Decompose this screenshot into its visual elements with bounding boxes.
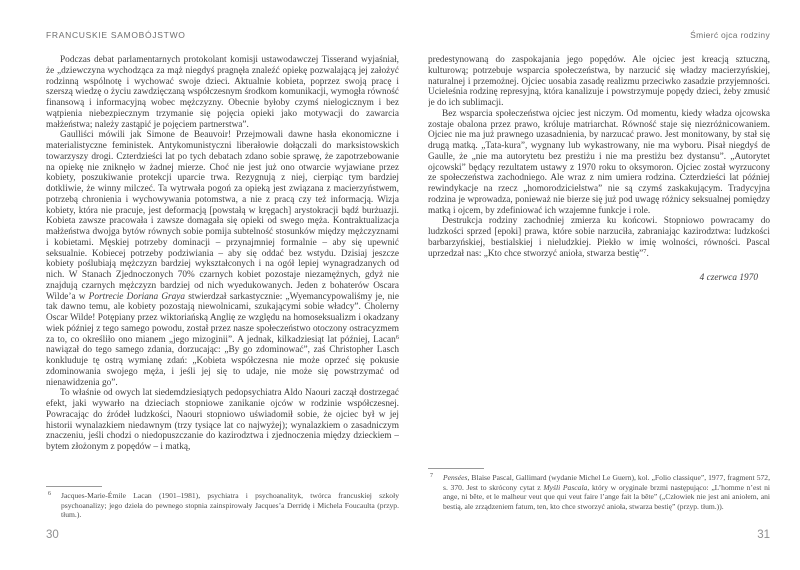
right-page-body — [428, 55, 770, 259]
footnote-marker: 7 — [430, 473, 433, 479]
text-run: Podczas debat parlamentarnych protokolant komisji ustawodawczej Tisserand wyjaśniał, że „dziewczyna wychodząca za mąż niegdyś pragnęła znaleźć opiekę pozwalającą jej założyć rodzinną wspólnotę i wychować swoje dzieci. Aktualnie kobieta, poprzez swoją pracę i szerszą wiedzę o życiu zawdzięczaną współczesnym środkom komunikacji, wymogła równość finansową i informacyjną wobec mężczyzny. Obecnie byłoby czymś nielogicznym i bez wątpienia niebezpiecznym trzymanie się pojęcia opieki jako motywacji do zawarcia małżeństwa; należy zastąpić je pojęciem partnerstwa”. — [46, 55, 399, 130]
text-run: , Blaise Pascal, Gallimard (wydanie Michel Le Guern), kol. „Folio classique”, 1977, fragment 572, s. 370. Jest to skrócony cytat z — [443, 473, 770, 492]
body-paragraph — [46, 130, 399, 388]
body-paragraph — [428, 109, 770, 217]
text-run: To właśnie od owych lat siedemdziesiątych pedopsychiatra Aldo Naouri zaczął dostrzegać efekt, jaki wywarło na dzieciach stopniowe zanikanie ojców w rodzinie współczesnej. Powracając do źródeł ludzkości, Naouri stopniowo uświadomił sobie, że ojciec był w jej historii wynalazkiem niedawnym (trzy tysiące lat co najwyżej); wynalazkiem o zasadniczym znaczeniu, jeśli chodzi o niedopuszczanie do kazirodztwa i zjednoczenia między dzieckiem – bytem złożonym z popędów – i matką, — [46, 388, 399, 452]
text-run: 6 — [395, 333, 399, 341]
text-run: stwierdzał sarkastycznie: „Wyemancypowaliśmy je, nie tak dawno temu, ale kobiety pozostają niewolnicami, szukającymi sobie władcy”. Cholerny Oscar Wilde! Potępiany przez wiktoriańską Anglię ze względu na homoseksualizm i okadzany wiek później z tego samego powodu, został przez nasze społeczeństwo otoczony ostracyzmem za to, co określiło ono mianem „jego mizoginii”. A jednak, kilkadziesiąt lat później, Lacan — [46, 291, 399, 345]
text-run: Jacques-Marie-Émile Lacan (1901–1981), psychiatra i psychoanalityk, twórca francuskiej szkoły psychoanalizy; jego dzieła do pewnego stopnia zainspirowały Jacques’a Derridę i Michela Foucaulta (przyp. tłum.). — [61, 491, 399, 519]
footnote-rule — [428, 468, 484, 469]
body-paragraph — [428, 55, 770, 109]
running-header-right: Śmierć ojca rodziny — [690, 30, 770, 40]
footnote-body — [61, 491, 399, 519]
right-page — [428, 30, 770, 550]
page-number-left: 30 — [46, 529, 59, 541]
text-run: Gaulliści mówili jak Simone de Beauvoir! Przejmowali dawne hasła ekonomiczne i materialistyczne feministek. Antykomunistyczni liberałowie dołączali do marksistowskich towarzyszy drogi. Czterdzieści lat po tych debatach zdano sobie sprawę, że zapotrzebowanie na opiekę nie zniknęło w żadnej mierze. Choć nie jest już ono otwarcie wyjawiane przez kobiety, poszukiwanie protekcji uparcie trwa. Rezygnują z niej, cierpiąc tym bardziej dotkliwie, że winny milczeć. Ta wytrwała pogoń za opieką jest związana z macierzyństwem, potrzebą chronienia i wychowywania potomstwa, a nie z pracą czy też informacją. Wizja kobiety, która nie pracuje, jest deformacją [powstałą w kręgach] arystokracji bądź burżuazji. Kobieta zawsze pracowała i zawsze domagała się opieki od swego męża. Kontraktualizacja małżeństwa dwojga bytów równych sobie pomija subtelność stosunków między mężczyznami i kobietami. Męskiej potrzeby dominacji – przynajmniej formalnie – aby się upewnić seksualnie. Kobiecej potrzeby podziwiania – aby się oddać bez wstydu. Dzisiaj jeszcze kobiety poślubiają mężczyzn bardziej wykształconych i na ogół lepiej wynagradzanych od nich. W Stanach Zjednoczonych 70% czarnych kobiet pozostaje niezamężnych, gdyż nie znajdują czarnych mężczyzn bardziej od nich wyedukowanych. Jeden z bohaterów Oscara Wilde’a w — [46, 130, 399, 302]
text-run: Pensées — [443, 473, 468, 482]
left-page — [46, 30, 399, 550]
footnote-text — [428, 473, 770, 511]
text-run: Bez wsparcia społeczeństwa ojciec jest niczym. Od momentu, kiedy władza ojcowska zostaje obalona przez prawo, króluje matriarchat. Równość staje się niezróżnicowaniem. Ojciec nie ma już prawnego uzasadnienia, by narzucać prawo. Jest monitowany, by stał się drugą matką. „Tata-kura”, wygnany lub wykastrowany, nie ma wyboru. Pisał niegdyś de Gaulle, że „nie ma autorytetu bez prestiżu i nie ma prestiżu bez dystansu”. „Autorytet ojcowski” będący rezultatem ustawy z 1970 roku to oksymoron. Ojciec został wyrzucony ze społeczeństwa zachodniego. Ale wraz z nim umiera rodzina. Czterdzieści lat później rewindykacje na rzecz „homorodzicielstwa” nie są czymś zaskakującym. Tradycyjna rodzina je wprowadza, ponieważ nie bierze się już pod uwagę różnicy seksualnej pomiędzy matką i ojcem, by zdefiniować ich wzajemne funkcje i role. — [428, 108, 770, 216]
text-run: predestynowaną do zaspokajania jego popędów. Ale ojciec jest kreacją sztuczną, kulturową; potrzebuje wsparcia społeczeństwa, by narzucić się władzy macierzyńskiej, naturalnej i przemożnej. Ojciec uosabia zasadę realizmu przeciwko zasadzie przyjemności. Ucieleśnia rodzinę represyjną, która kanalizuje i powstrzymuje popędy dzieci, żeby zmusić je do ich sublimacji. — [428, 55, 770, 108]
footnote-rule — [46, 486, 102, 487]
text-run: nawiązał do tego samego zdania, dorzucając: „By go zdominować”, zaś Christopher Lasch konkluduje tę ostrą wymianę zdań: „Kobieta współczesna nie może oprzeć się pokusie zdominowania swojego męża, i jeśli jej się to udaje, nie może się powstrzymać od nienawidzenia go”. — [46, 345, 399, 388]
date-line: 4 czerwca 1970 — [699, 273, 758, 284]
right-page-footnote — [428, 468, 770, 511]
text-run: . — [646, 248, 649, 259]
footnote-marker: 6 — [48, 491, 51, 497]
text-run: 7 — [643, 247, 647, 255]
footnote-body — [443, 473, 770, 511]
body-paragraph — [46, 55, 399, 130]
text-run: Destrukcja rodziny zachodniej zmierza ku końcowi. Stopniowo powracamy do ludzkości sprzed [epoki] prawa, które sobie narzuciła, zabraniając kazirodztwa: ludzkości barbarzyńskiej, bestialskiej i nieludzkiej. Piekło w imię wolności, równości. Pascal uprzedzał nas: „Kto chce stworzyć anioła, stwarza bestię” — [428, 216, 770, 259]
text-run: Myśli Pascala — [543, 482, 588, 492]
footnote-text — [46, 491, 399, 520]
page-number-right: 31 — [757, 529, 770, 541]
body-paragraph — [46, 388, 399, 453]
body-paragraph — [428, 216, 770, 259]
left-page-body — [46, 55, 399, 453]
left-page-footnote — [46, 486, 399, 520]
running-header-left: FRANCUSKIE SAMOBÓJSTWO — [46, 30, 186, 40]
text-run: , który w oryginale brzmi następująco: „L’homme n’est ni ange, ni bête, et le malheur veut que qui veut faire l’ange fait la bête” („Człowiek nie jest ani aniołem, ani bestią, ale zrządzeniem fatum, ten, kto chce stworzyć anioła, stwarza bestię” (przyp. tłum.)). — [443, 482, 771, 511]
text-run: Portrecie Doriana Graya — [88, 291, 186, 302]
